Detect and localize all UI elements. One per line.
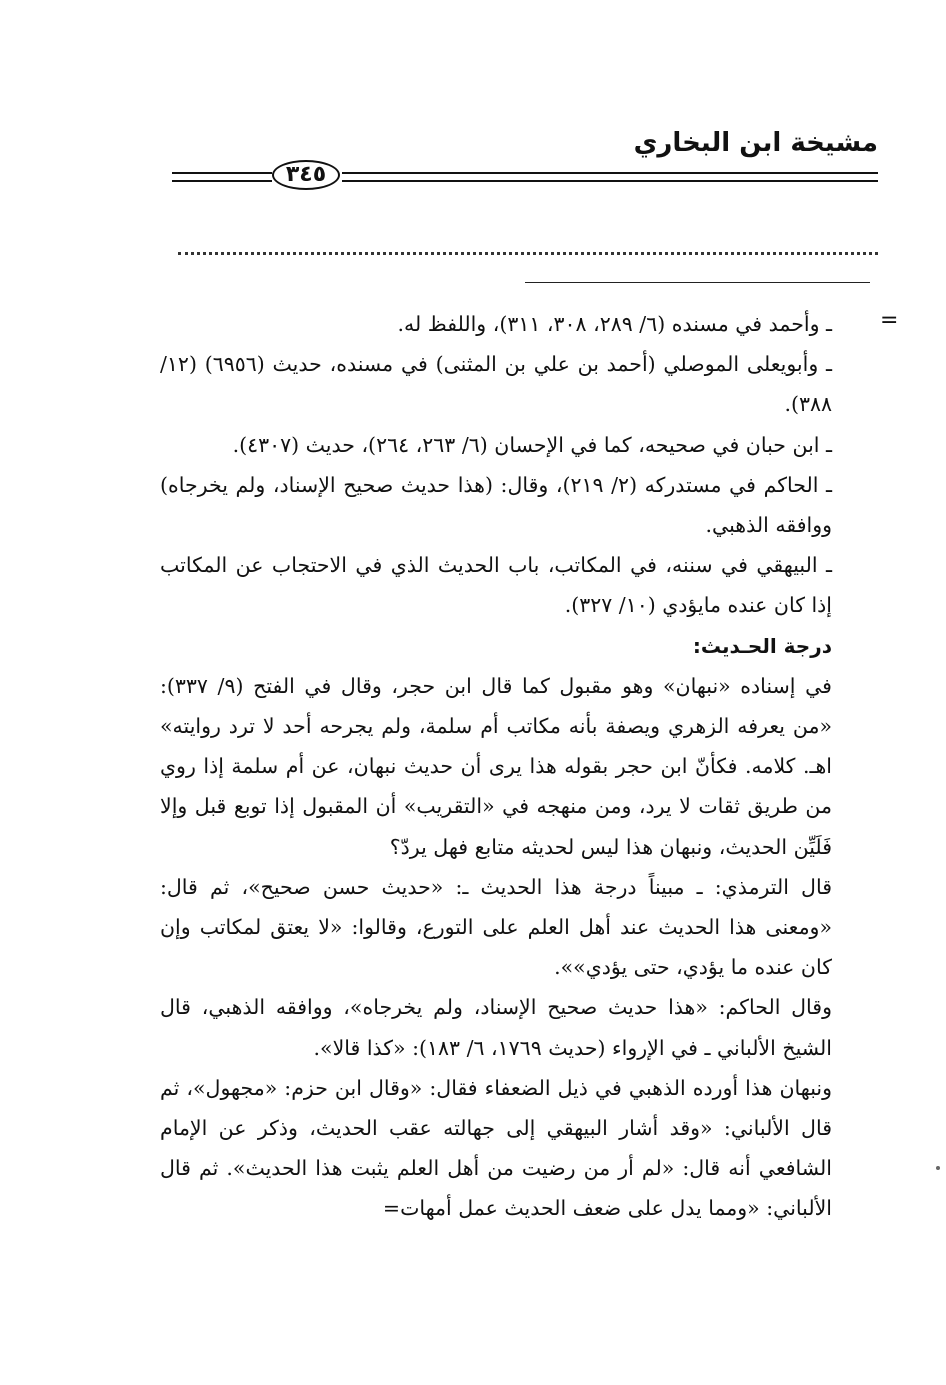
paragraph-isnad: في إسناده «نبهان» وهو مقبول كما قال ابن حجر، وقال في الفتح (٩/ ٣٣٧): «من يعرفه الزهري ويصفة بأنه مكاتب أم سلمة، ولم يجرحه أحد لا ترد روايته» اهـ. كلامه. فكأنّ ابن حجر بقوله هذا يرى أن حديث نبهان، عن أم سلمة إذا روي من طريق ثقات لا يرد، ومن منهجه في «التقريب» أن المقبول إذا توبع قبل وإلا فَلَيِّن الحديث، ونبهان هذا ليس لحديثه متابع فهل يردّ؟ [160, 673, 832, 859]
section-heading: درجة الحـديث: [692, 633, 832, 658]
footnote-line-bayhaqi: ـ البيهقي في سننه، في المكاتب، باب الحديث الذي في الاحتجاب عن المكاتب إذا كان عنده مايؤدي (١٠/ ٣٢٧). [160, 553, 832, 618]
running-header-title: مشيخة ابن البخاري [633, 128, 878, 158]
header-rule-right-top [342, 172, 878, 174]
margin-speck [936, 1166, 940, 1170]
paragraph-hakim: وقال الحاكم: «هذا حديث صحيح الإسناد، ولم يخرجاه»، ووافقه الذهبي، قال الشيخ الألباني ـ في الإرواء (حديث ١٧٦٩، ٦/ ١٨٣): «كذا قالا». [160, 995, 832, 1060]
footnote-line-ahmad: ـ وأحمد في مسنده (٦/ ٢٨٩، ٣٠٨، ٣١١)، واللفظ له. [397, 312, 832, 336]
header-rule-left-top [172, 172, 272, 174]
header-rule-right-bottom [342, 180, 878, 182]
paragraph-nabhan: ونبهان هذا أورده الذهبي في ذيل الضعفاء فقال: «وقال ابن حزم: «مجهول»، ثم قال الألباني: «وقد أشار البيهقي إلى جهالته عقب الحديث، وذكر عن الإمام الشافعي أنه قال: «لم أر من رضيت من أهل العلم يثبت هذا الحديث». ثم قال الألباني: «ومما يدل على ضعف الحديث عمل أمهات= [160, 1075, 832, 1221]
footnote-line-abu-yala: ـ وأبويعلى الموصلي (أحمد بن علي بن المثنى) في مسنده، حديث (٦٩٥٦) (١٢/ ٣٨٨). [160, 352, 833, 417]
paragraph-tirmidhi: قال الترمذي: ـ مبيناً درجة هذا الحديث ـ: «حديث حسن صحيح»، ثم قال: «ومعنى هذا الحديث عند أهل العلم على التورع، وقالوا: «لا يعتق لمكاتب وإن كان عنده ما يؤدي، حتى يؤدي»». [160, 874, 832, 980]
continuation-mark: = [880, 308, 899, 333]
header-rule-left-bottom [172, 180, 272, 182]
footnote-line-hakim: ـ الحاكم في مستدركه (٢/ ٢١٩)، وقال: (هذا حديث صحيح الإسناد، ولم يخرجاه) ووافقه الذهبي. [160, 472, 832, 538]
footnote-rule [525, 282, 870, 283]
footnote-line-ibn-hibban: ـ ابن حبان في صحيحه، كما في الإحسان (٦/ ٢٦٣، ٢٦٤)، حديث (٤٣٠٧). [232, 432, 832, 457]
page-text [160, 304, 832, 1229]
dotted-separator [178, 240, 878, 255]
page-number: ٣٤٥ [272, 160, 340, 190]
